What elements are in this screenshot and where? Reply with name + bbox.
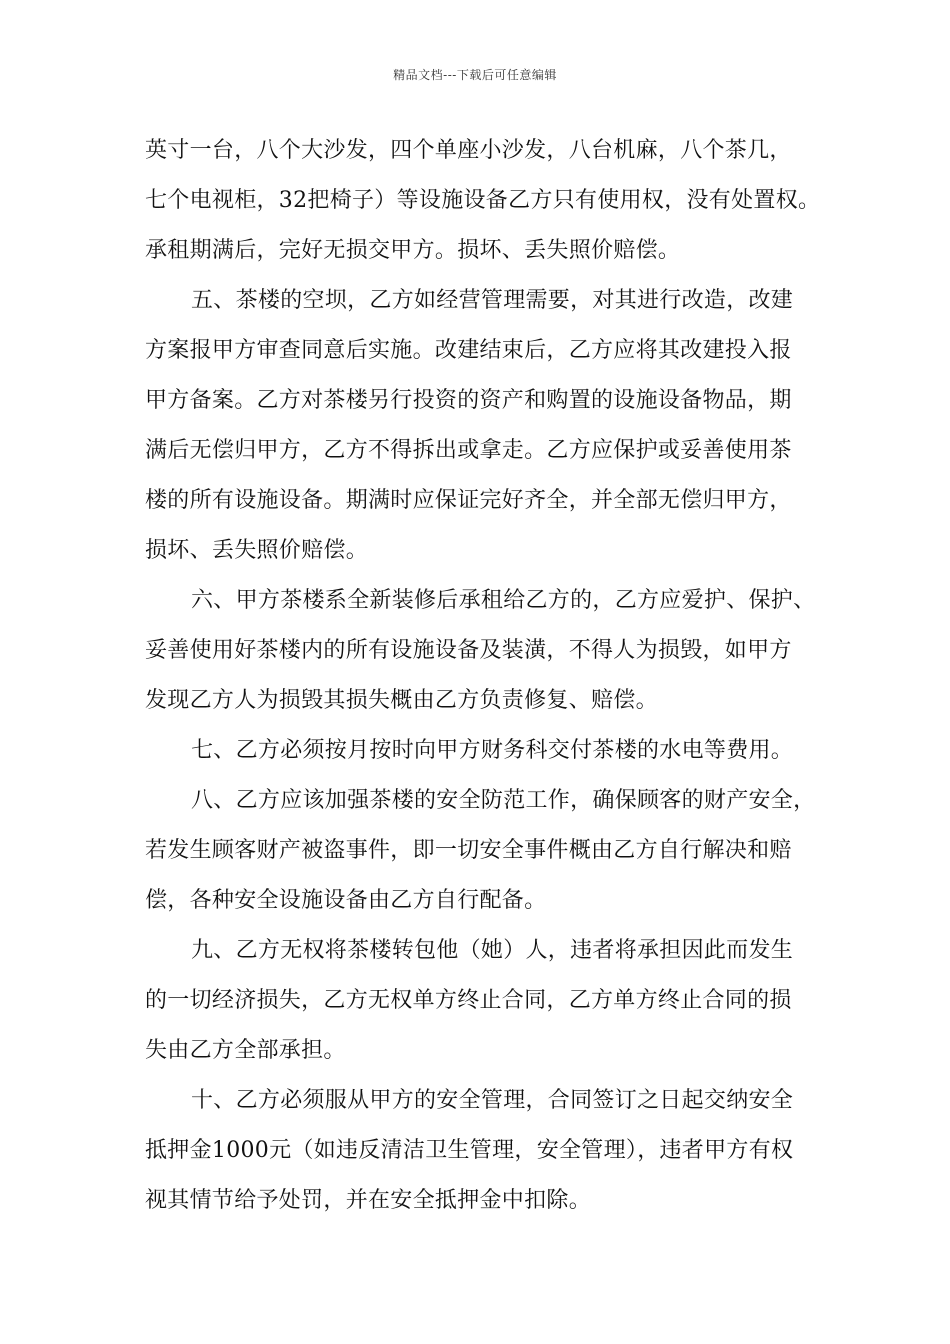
text-line: 七个电视柜，32把椅子）等设施设备乙方只有使用权，没有处置权。: [145, 188, 821, 213]
text-line: 发现乙方人为损毁其损失概由乙方负责修复、赔偿。: [145, 688, 658, 713]
text-line: 抵押金1000元（如违反清洁卫生管理，安全管理），违者甲方有权: [145, 1138, 794, 1163]
text-line: 甲方备案。乙方对茶楼另行投资的资产和购置的设施设备物品，期: [145, 388, 792, 413]
clause-6-first-line: 六、甲方茶楼系全新装修后承租给乙方的，乙方应爱护、保护、: [191, 588, 816, 613]
text-line: 英寸一台，八个大沙发，四个单座小沙发，八台机麻，八个茶几，: [145, 138, 792, 163]
text-line: 的一切经济损失，乙方无权单方终止合同，乙方单方终止合同的损: [145, 988, 792, 1013]
clause-7-first-line: 七、乙方必须按月按时向甲方财务科交付茶楼的水电等费用。: [191, 738, 794, 763]
text-line: 损坏、丢失照价赔偿。: [145, 538, 369, 563]
text-line: 视其情节给予处罚，并在安全抵押金中扣除。: [145, 1188, 592, 1213]
contract-body: [145, 126, 821, 1226]
text-line: 满后无偿归甲方，乙方不得拆出或拿走。乙方应保护或妥善使用茶: [145, 438, 792, 463]
clause-5-first-line: 五、茶楼的空坝，乙方如经营管理需要，对其进行改造，改建: [191, 288, 794, 313]
text-line: 妥善使用好茶楼内的所有设施设备及装潢，不得人为损毁，如甲方: [145, 638, 792, 663]
text-line: 方案报甲方审查同意后实施。改建结束后，乙方应将其改建投入报: [145, 338, 792, 363]
clause-8-first-line: 八、乙方应该加强茶楼的安全防范工作，确保顾客的财产安全，: [191, 788, 816, 813]
text-line: 楼的所有设施设备。期满时应保证完好齐全，并全部无偿归甲方，: [145, 488, 792, 513]
page-header: 精品文档---下载后可任意编辑: [393, 68, 557, 82]
text-line: 承租期满后，完好无损交甲方。损坏、丢失照价赔偿。: [145, 238, 681, 263]
text-line: 偿，各种安全设施设备由乙方自行配备。: [145, 888, 547, 913]
text-line: 若发生顾客财产被盗事件，即一切安全事件概由乙方自行解决和赔: [145, 838, 792, 863]
text-line: 失由乙方全部承担。: [145, 1038, 346, 1063]
clause-10-first-line: 十、乙方必须服从甲方的安全管理，合同签订之日起交纳安全: [191, 1088, 794, 1113]
clause-9-first-line: 九、乙方无权将茶楼转包他（她）人，违者将承担因此而发生: [191, 938, 794, 963]
